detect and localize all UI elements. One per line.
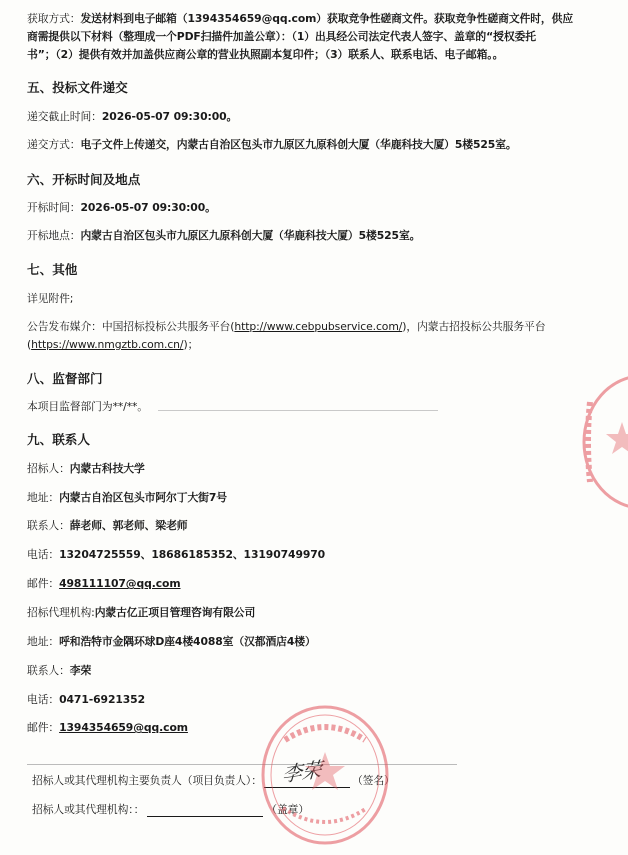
agency-address-label: 地址： — [27, 635, 60, 648]
phone-label: 电话： — [27, 548, 60, 561]
agency-phone-value: 0471-6921352 — [59, 693, 146, 706]
tenderer-line — [27, 462, 145, 476]
address-label: 地址： — [27, 491, 60, 504]
tenderer-value: 内蒙古科技大学 — [69, 462, 145, 475]
deadline-label: 递交截止时间： — [27, 110, 102, 123]
media-text-c: ( — [27, 338, 32, 351]
nmgztb-link[interactable]: https://www.nmgztb.com.cn/ — [31, 338, 184, 351]
agency-phone-line — [27, 693, 145, 707]
bottom-seal-icon — [255, 700, 395, 850]
signature-suffix: （签名） — [351, 774, 395, 787]
agency-email-link[interactable]: 1394354659@qq.com — [59, 721, 188, 734]
section-6-title: 六、开标时间及地点 — [27, 172, 141, 187]
opening-time-line — [27, 201, 216, 215]
contact-value: 薛老师、郭老师、梁老师 — [69, 519, 188, 532]
agency-phone-label: 电话： — [27, 693, 60, 706]
email-link[interactable]: 498111107@qq.com — [59, 577, 181, 590]
email-line — [27, 577, 181, 591]
handwritten-signature: 李荣 — [281, 756, 323, 788]
faint-rule — [158, 410, 438, 411]
agency-contact-line — [27, 664, 91, 678]
supervision-line: 本项目监督部门为**/**。 — [27, 400, 149, 413]
submit-method-value: 电子文件上传递交，内蒙古自治区包头市九原区九原科创大厦（华鹿科技大厦）5楼525室。 — [80, 138, 517, 151]
agency-contact-value: 李荣 — [69, 664, 92, 677]
agency-line — [27, 606, 255, 620]
organization-label: 招标人或其代理机构：： — [32, 803, 145, 816]
acquire-label: 获取方式： — [27, 12, 81, 25]
opening-place-value: 内蒙古自治区包头市九原区九原科创大厦（华鹿科技大厦）5楼525室。 — [80, 229, 421, 242]
opening-time-label: 开标时间： — [27, 201, 81, 214]
media-label: 公告发布媒介： — [27, 320, 102, 333]
phone-line — [27, 548, 325, 562]
submit-method-line — [27, 138, 517, 152]
attachment-line: 详见附件; — [27, 292, 74, 305]
opening-place-label: 开标地点： — [27, 229, 81, 242]
agency-value: 内蒙古亿正项目管理咨询有限公司 — [94, 606, 256, 619]
stamp-field — [147, 805, 263, 817]
acquire-line-2: 商需提供以下材料（整理成一个PDF扫描件加盖公章）：（1）出具经公司法定代表人签字、盖章的“授权委托 — [27, 30, 536, 43]
address-line — [27, 491, 227, 505]
section-9-title: 九、联系人 — [27, 432, 90, 447]
opening-place-line — [27, 229, 420, 243]
media-text-a: 中国招标投标公共服务平台( — [101, 320, 235, 333]
submit-method-label: 递交方式： — [27, 138, 81, 151]
agency-email-label: 邮件： — [27, 721, 60, 734]
opening-time-value: 2026-05-07 09:30:00。 — [80, 201, 216, 214]
agency-email-line — [27, 721, 188, 735]
media-text-b: )，内蒙古招投标公共服务平台 — [402, 320, 546, 333]
address-value: 内蒙古自治区包头市阿尔丁大街7号 — [59, 491, 227, 504]
phone-value: 13204725559、18686185352、13190749970 — [59, 548, 326, 561]
section-8-title: 八、监督部门 — [27, 371, 103, 386]
agency-label: 招标代理机构: — [27, 606, 95, 619]
email-label: 邮件： — [27, 577, 60, 590]
deadline-line — [27, 110, 237, 124]
media-line-1 — [27, 320, 545, 334]
agency-address-value: 呼和浩特市金隅环球D座4楼4088室（汉都酒店4楼） — [59, 635, 316, 648]
cebpubservice-link[interactable]: http://www.cebpubservice.com/ — [234, 320, 403, 333]
section-7-title: 七、其他 — [27, 262, 78, 277]
agency-address-line — [27, 635, 316, 649]
contact-line — [27, 519, 187, 533]
acquire-line-1 — [27, 12, 573, 26]
acquire-text-1: 发送材料到电子邮箱（1394354659@qq.com）获取竞争性磋商文件。获取竞争性磋商文件时，供应 — [80, 12, 574, 25]
tenderer-label: 招标人： — [27, 462, 70, 475]
principal-label: 招标人或其代理机构主要负责人（项目负责人）： — [32, 774, 262, 787]
media-line-2 — [27, 338, 198, 352]
deadline-value: 2026-05-07 09:30:00。 — [101, 110, 238, 123]
agency-contact-label: 联系人： — [27, 664, 70, 677]
contact-label: 联系人： — [27, 519, 70, 532]
acquire-line-3: 书”；（2）提供有效并加盖供应商公章的营业执照副本复印件；（3）联系人、联系电话、电子邮箱。。 — [27, 48, 504, 61]
side-seal-icon — [580, 372, 628, 512]
stamp-suffix: （盖章） — [266, 803, 310, 816]
media-text-d: )； — [183, 338, 199, 351]
section-5-title: 五、投标文件递交 — [27, 80, 128, 95]
